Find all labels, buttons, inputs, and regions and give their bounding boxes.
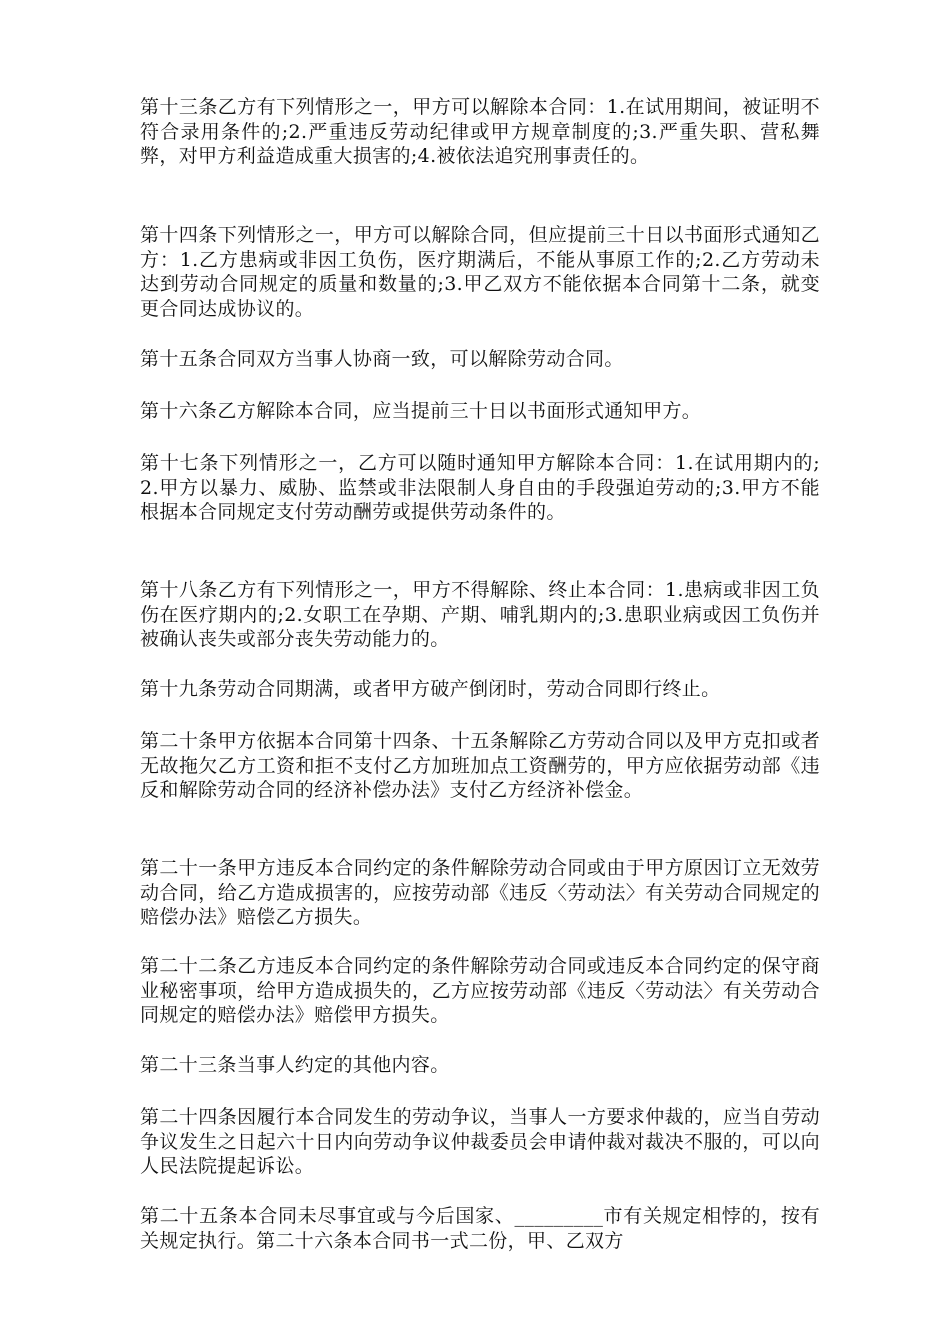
paragraph-article-13: 第十三条乙方有下列情形之一，甲方可以解除本合同：1.在试用期间，被证明不符合录用条件的;2.严重违反劳动纪律或甲方规章制度的;3.严重失职、营私舞弊，对甲方利益造成重大损害的;4.被依法追究刑事责任的。 <box>140 96 820 167</box>
paragraph-article-14: 第十四条下列情形之一，甲方可以解除合同，但应提前三十日以书面形式通知乙方：1.乙方患病或非因工负伤，医疗期满后，不能从事原工作的;2.乙方劳动未达到劳动合同规定的质量和数量的;3.甲乙双方不能依据本合同第十二条，就变更合同达成协议的。 <box>140 224 820 320</box>
paragraph-article-23: 第二十三条当事人约定的其他内容。 <box>140 1054 450 1076</box>
paragraph-article-24: 第二十四条因履行本合同发生的劳动争议，当事人一方要求仲裁的，应当自劳动争议发生之日起六十日内向劳动争议仲裁委员会申请仲裁对裁决不服的，可以向人民法院提起诉讼。 <box>140 1106 820 1177</box>
paragraph-article-19: 第十九条劳动合同期满，或者甲方破产倒闭时，劳动合同即行终止。 <box>140 678 721 700</box>
paragraph-article-21: 第二十一条甲方违反本合同约定的条件解除劳动合同或由于甲方原因订立无效劳动合同，给乙方造成损害的，应按劳动部《违反〈劳动法〉有关劳动合同规定的赔偿办法》赔偿乙方损失。 <box>140 857 820 928</box>
paragraph-article-15: 第十五条合同双方当事人协商一致，可以解除劳动合同。 <box>140 348 624 370</box>
paragraph-article-20: 第二十条甲方依据本合同第十四条、十五条解除乙方劳动合同以及甲方克扣或者无故拖欠乙方工资和拒不支付乙方加班加点工资酬劳的，甲方应依据劳动部《违反和解除劳动合同的经济补偿办法》支付乙方经济补偿金。 <box>140 730 820 801</box>
paragraph-article-17: 第十七条下列情形之一，乙方可以随时通知甲方解除本合同：1.在试用期内的;2.甲方以暴力、威胁、监禁或非法限制人身自由的手段强迫劳动的;3.甲方不能根据本合同规定支付劳动酬劳或提供劳动条件的。 <box>140 452 820 523</box>
paragraph-article-25: 第二十五条本合同未尽事宜或与今后国家、_________市有关规定相悖的，按有关规定执行。第二十六条本合同书一式二份，甲、乙双方 <box>140 1205 820 1252</box>
paragraph-article-22: 第二十二条乙方违反本合同约定的条件解除劳动合同或违反本合同约定的保守商业秘密事项，给甲方造成损失的，乙方应按劳动部《违反〈劳动法〉有关劳动合同规定的赔偿办法》赔偿甲方损失。 <box>140 955 820 1026</box>
paragraph-article-18: 第十八条乙方有下列情形之一，甲方不得解除、终止本合同：1.患病或非因工负伤在医疗期内的;2.女职工在孕期、产期、哺乳期内的;3.患职业病或因工负伤并被确认丧失或部分丧失劳动能力的。 <box>140 579 820 650</box>
paragraph-article-16: 第十六条乙方解除本合同，应当提前三十日以书面形式通知甲方。 <box>140 400 702 422</box>
